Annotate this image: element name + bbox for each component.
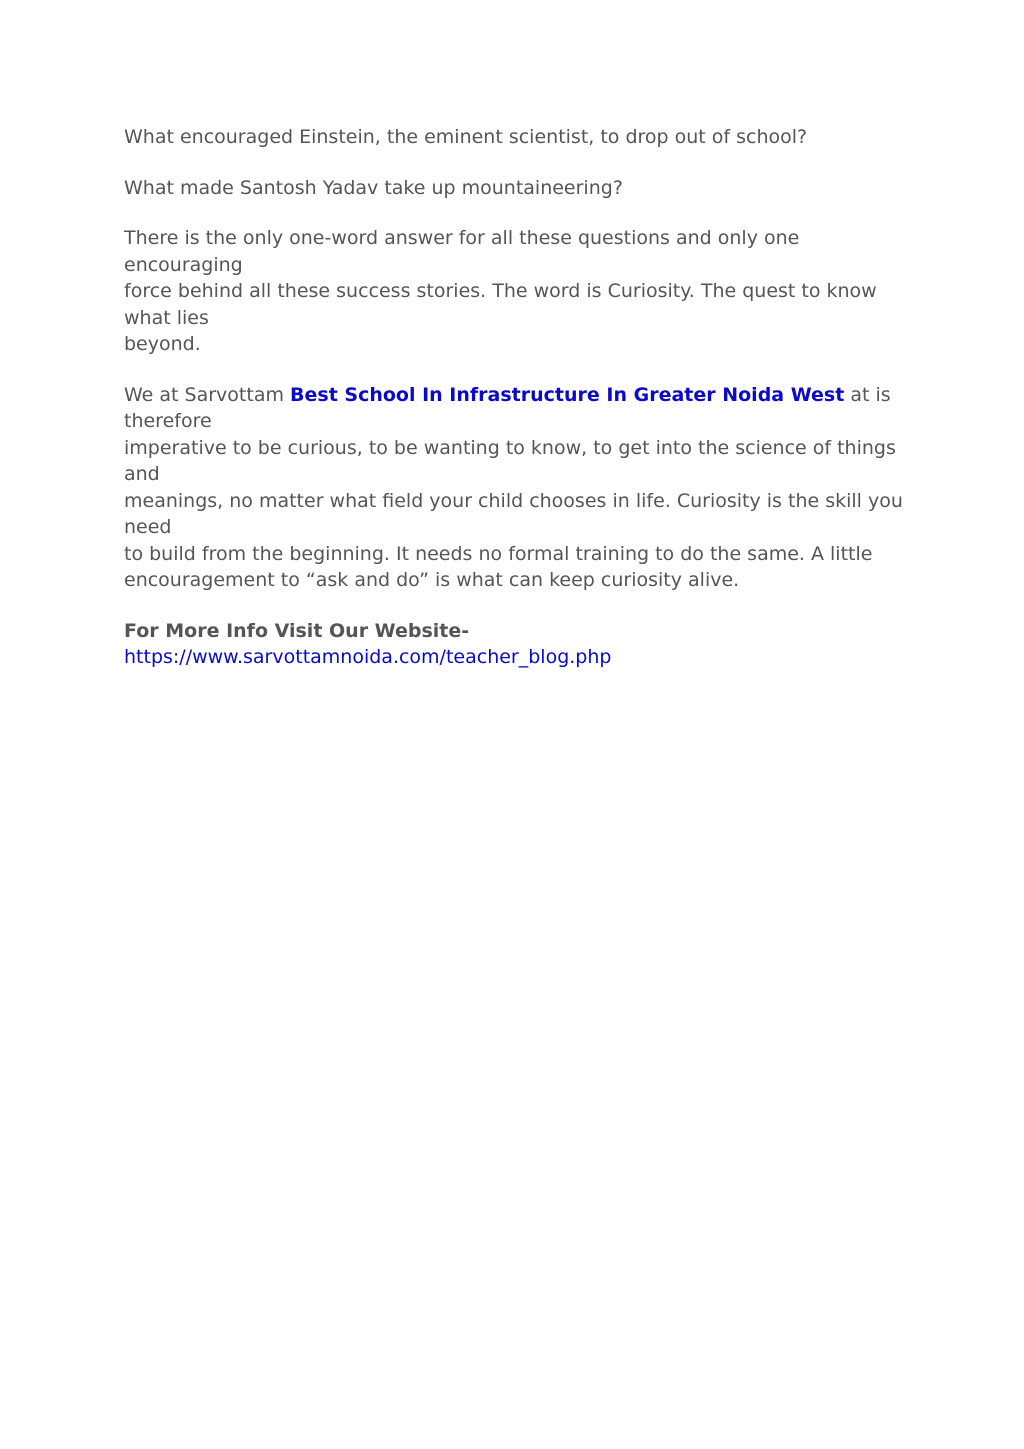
website-url-link[interactable]: https://www.sarvottamnoida.com/teacher_blog.php [124, 646, 612, 668]
sarvottam-line-3: meanings, no matter what field your child chooses in life. Curiosity is the skill you need [124, 489, 903, 538]
sarvottam-line-1 [124, 382, 904, 435]
curiosity-answer-line-2: force behind all these success stories. The word is Curiosity. The quest to know what lies [124, 280, 877, 329]
curiosity-answer-line-1: There is the only one-word answer for all these questions and only one encouraging [124, 227, 800, 276]
sarvottam-paragraph [124, 382, 904, 594]
sarvottam-prefix: We at Sarvottam [124, 383, 291, 406]
curiosity-answer-line-3: beyond. [124, 333, 201, 355]
sarvottam-line-4: to build from the beginning. It needs no formal training to do the same. A little [124, 542, 873, 565]
sarvottam-line-2: imperative to be curious, to be wanting to know, to get into the science of things and [124, 436, 896, 485]
yadav-question-text: What made Santosh Yadav take up mountaineering? [124, 176, 623, 199]
curiosity-answer-paragraph [124, 225, 904, 358]
best-school-link[interactable]: Best School In Infrastructure In Greater Noida West [290, 383, 845, 406]
sarvottam-suffix: at is therefore [124, 383, 891, 432]
yadav-question-paragraph [124, 175, 904, 202]
more-info-label: For More Info Visit Our Website- [124, 619, 470, 642]
einstein-question-paragraph [124, 124, 904, 151]
document-body [124, 124, 904, 695]
einstein-question-text: What encouraged Einstein, the eminent scientist, to drop out of school? [124, 126, 808, 148]
sarvottam-line-5: encouragement to “ask and do” is what can keep curiosity alive. [124, 569, 740, 591]
more-info-paragraph [124, 618, 904, 671]
